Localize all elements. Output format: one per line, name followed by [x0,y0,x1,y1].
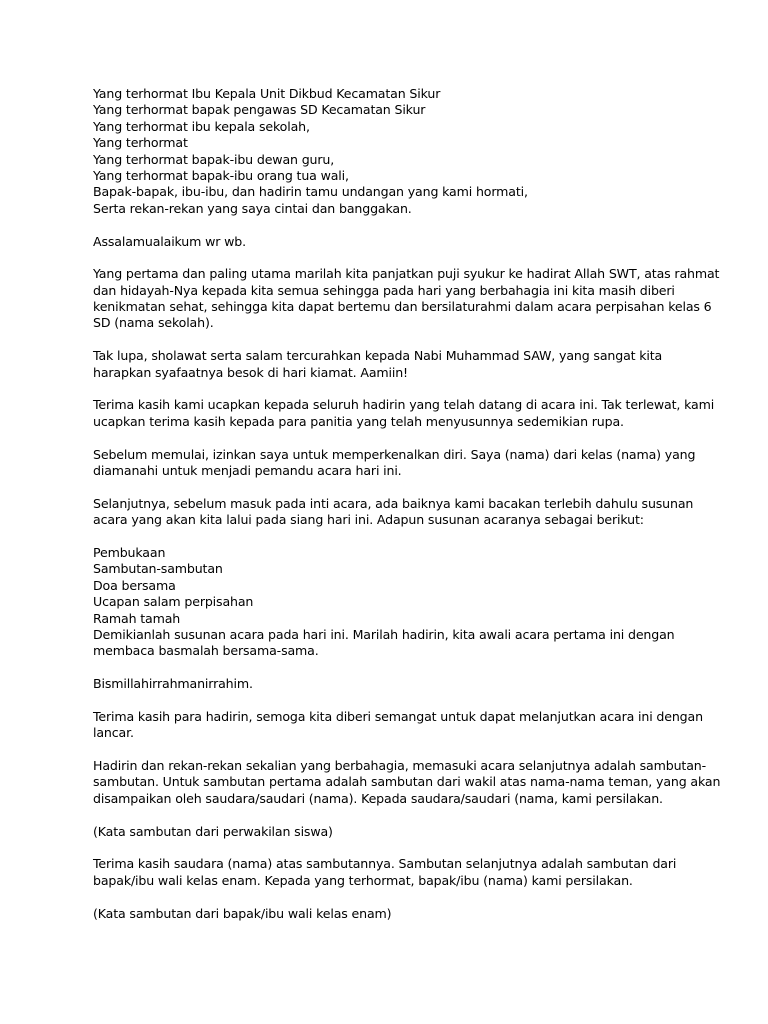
text-line: lancar. [93,725,134,741]
paragraph-spacer [93,889,708,905]
paragraph-spacer [93,250,708,266]
text-line: Serta rekan-rekan yang saya cintai dan banggakan. [93,200,412,216]
text-line: harapkan syafaatnya besok di hari kiamat. Aamiin! [93,364,408,380]
text-line: Assalamualaikum wr wb. [93,233,246,249]
text-line: Yang terhormat ibu kepala sekolah, [93,118,310,134]
paragraph [93,266,720,332]
paragraph-spacer [93,430,708,446]
paragraph [93,496,708,529]
paragraph [93,856,708,889]
text-line: (Kata sambutan dari perwakilan siswa) [93,823,333,839]
text-line: Yang terhormat [93,135,188,151]
text-line: Doa bersama [93,577,176,593]
text-line: Yang terhormat Ibu Kepala Unit Dikbud Kecamatan Sikur [93,86,441,101]
paragraph [93,709,708,742]
paragraph-spacer [93,840,708,856]
paragraph-spacer [93,807,708,823]
text-line: Sambutan-sambutan [93,561,223,577]
text-line: Yang terhormat bapak-ibu dewan guru, [93,151,335,167]
paragraph [93,86,708,217]
text-line: dan hidayah-Nya kepada kita semua sehingga pada hari yang berbahagia ini kita masih diberi [93,282,675,298]
text-line: Bapak-bapak, ibu-ibu, dan hadirin tamu undangan yang kami hormati, [93,184,528,200]
paragraph [93,447,708,480]
paragraph-spacer [93,381,708,397]
text-line: Yang pertama dan paling utama marilah kita panjatkan puji syukur ke hadirat Allah SWT, atas rahmat [93,266,720,282]
paragraph-spacer [93,217,708,233]
paragraph [93,824,708,840]
paragraph-spacer [93,692,708,708]
paragraph [93,676,708,692]
text-line: Tak lupa, sholawat serta salam tercurahkan kepada Nabi Muhammad SAW, yang sangat kita [93,348,663,364]
text-line: Pembukaan [93,544,166,560]
text-line: sambutan. Untuk sambutan pertama adalah sambutan dari wakil atas nama-nama teman, yang akan [93,774,721,790]
paragraph-spacer [93,332,708,348]
paragraph [93,397,715,430]
text-line: Selanjutnya, sebelum masuk pada inti acara, ada baiknya kami bacakan terlebih dahulu susunan [93,495,694,511]
paragraph [93,348,708,381]
paragraph [93,234,708,250]
paragraph [93,906,708,922]
text-line: bapak/ibu wali kelas enam. Kepada yang terhormat, bapak/ibu (nama) kami persilakan. [93,872,633,888]
paragraph-spacer [93,529,708,545]
text-line: Hadirin dan rekan-rekan sekalian yang berbahagia, memasuki acara selanjutnya adalah sambutan- [93,758,706,774]
text-line: ucapkan terima kasih kepada para panitia yang telah menyusunnya sedemikian rupa. [93,413,624,429]
paragraph [93,545,708,660]
text-line: (Kata sambutan dari bapak/ibu wali kelas enam) [93,905,392,921]
paragraph-spacer [93,660,708,676]
text-line: membaca basmalah bersama-sama. [93,643,319,659]
text-line: Demikianlah susunan acara pada hari ini. Marilah hadirin, kita awali acara pertama ini dengan [93,626,675,642]
text-line: disampaikan oleh saudara/saudari (nama). Kepada saudara/saudari (nama, kami persilakan. [93,790,663,806]
text-line: Terima kasih para hadirin, semoga kita diberi semangat untuk dapat melanjutkan acara ini dengan [93,708,703,724]
text-line: Ucapan salam perpisahan [93,594,254,610]
text-line: Bismillahirrahmanirrahim. [93,676,253,692]
text-line: kenikmatan sehat, sehingga kita dapat bertemu dan bersilaturahmi dalam acara perpisahan kelas 6 [93,299,712,315]
text-line: Sebelum memulai, izinkan saya untuk memperkenalkan diri. Saya (nama) dari kelas (nama) yang [93,446,696,462]
text-line: SD (nama sekolah). [93,315,214,331]
text-line: Terima kasih kami ucapkan kepada seluruh hadirin yang telah datang di acara ini. Tak terlewat, kami [93,397,715,413]
paragraph [93,758,721,807]
text-line: Terima kasih saudara (nama) atas sambutannya. Sambutan selanjutnya adalah sambutan dari [93,856,677,872]
text-line: acara yang akan kita lalui pada siang hari ini. Adapun susunan acaranya sebagai berikut: [93,512,644,528]
text-line: Yang terhormat bapak pengawas SD Kecamatan Sikur [93,102,426,118]
paragraph-spacer [93,479,708,495]
text-line: Yang terhormat bapak-ibu orang tua wali, [93,167,349,183]
text-line: Ramah tamah [93,610,181,626]
paragraph-spacer [93,742,708,758]
text-line: diamanahi untuk menjadi pemandu acara hari ini. [93,462,402,478]
